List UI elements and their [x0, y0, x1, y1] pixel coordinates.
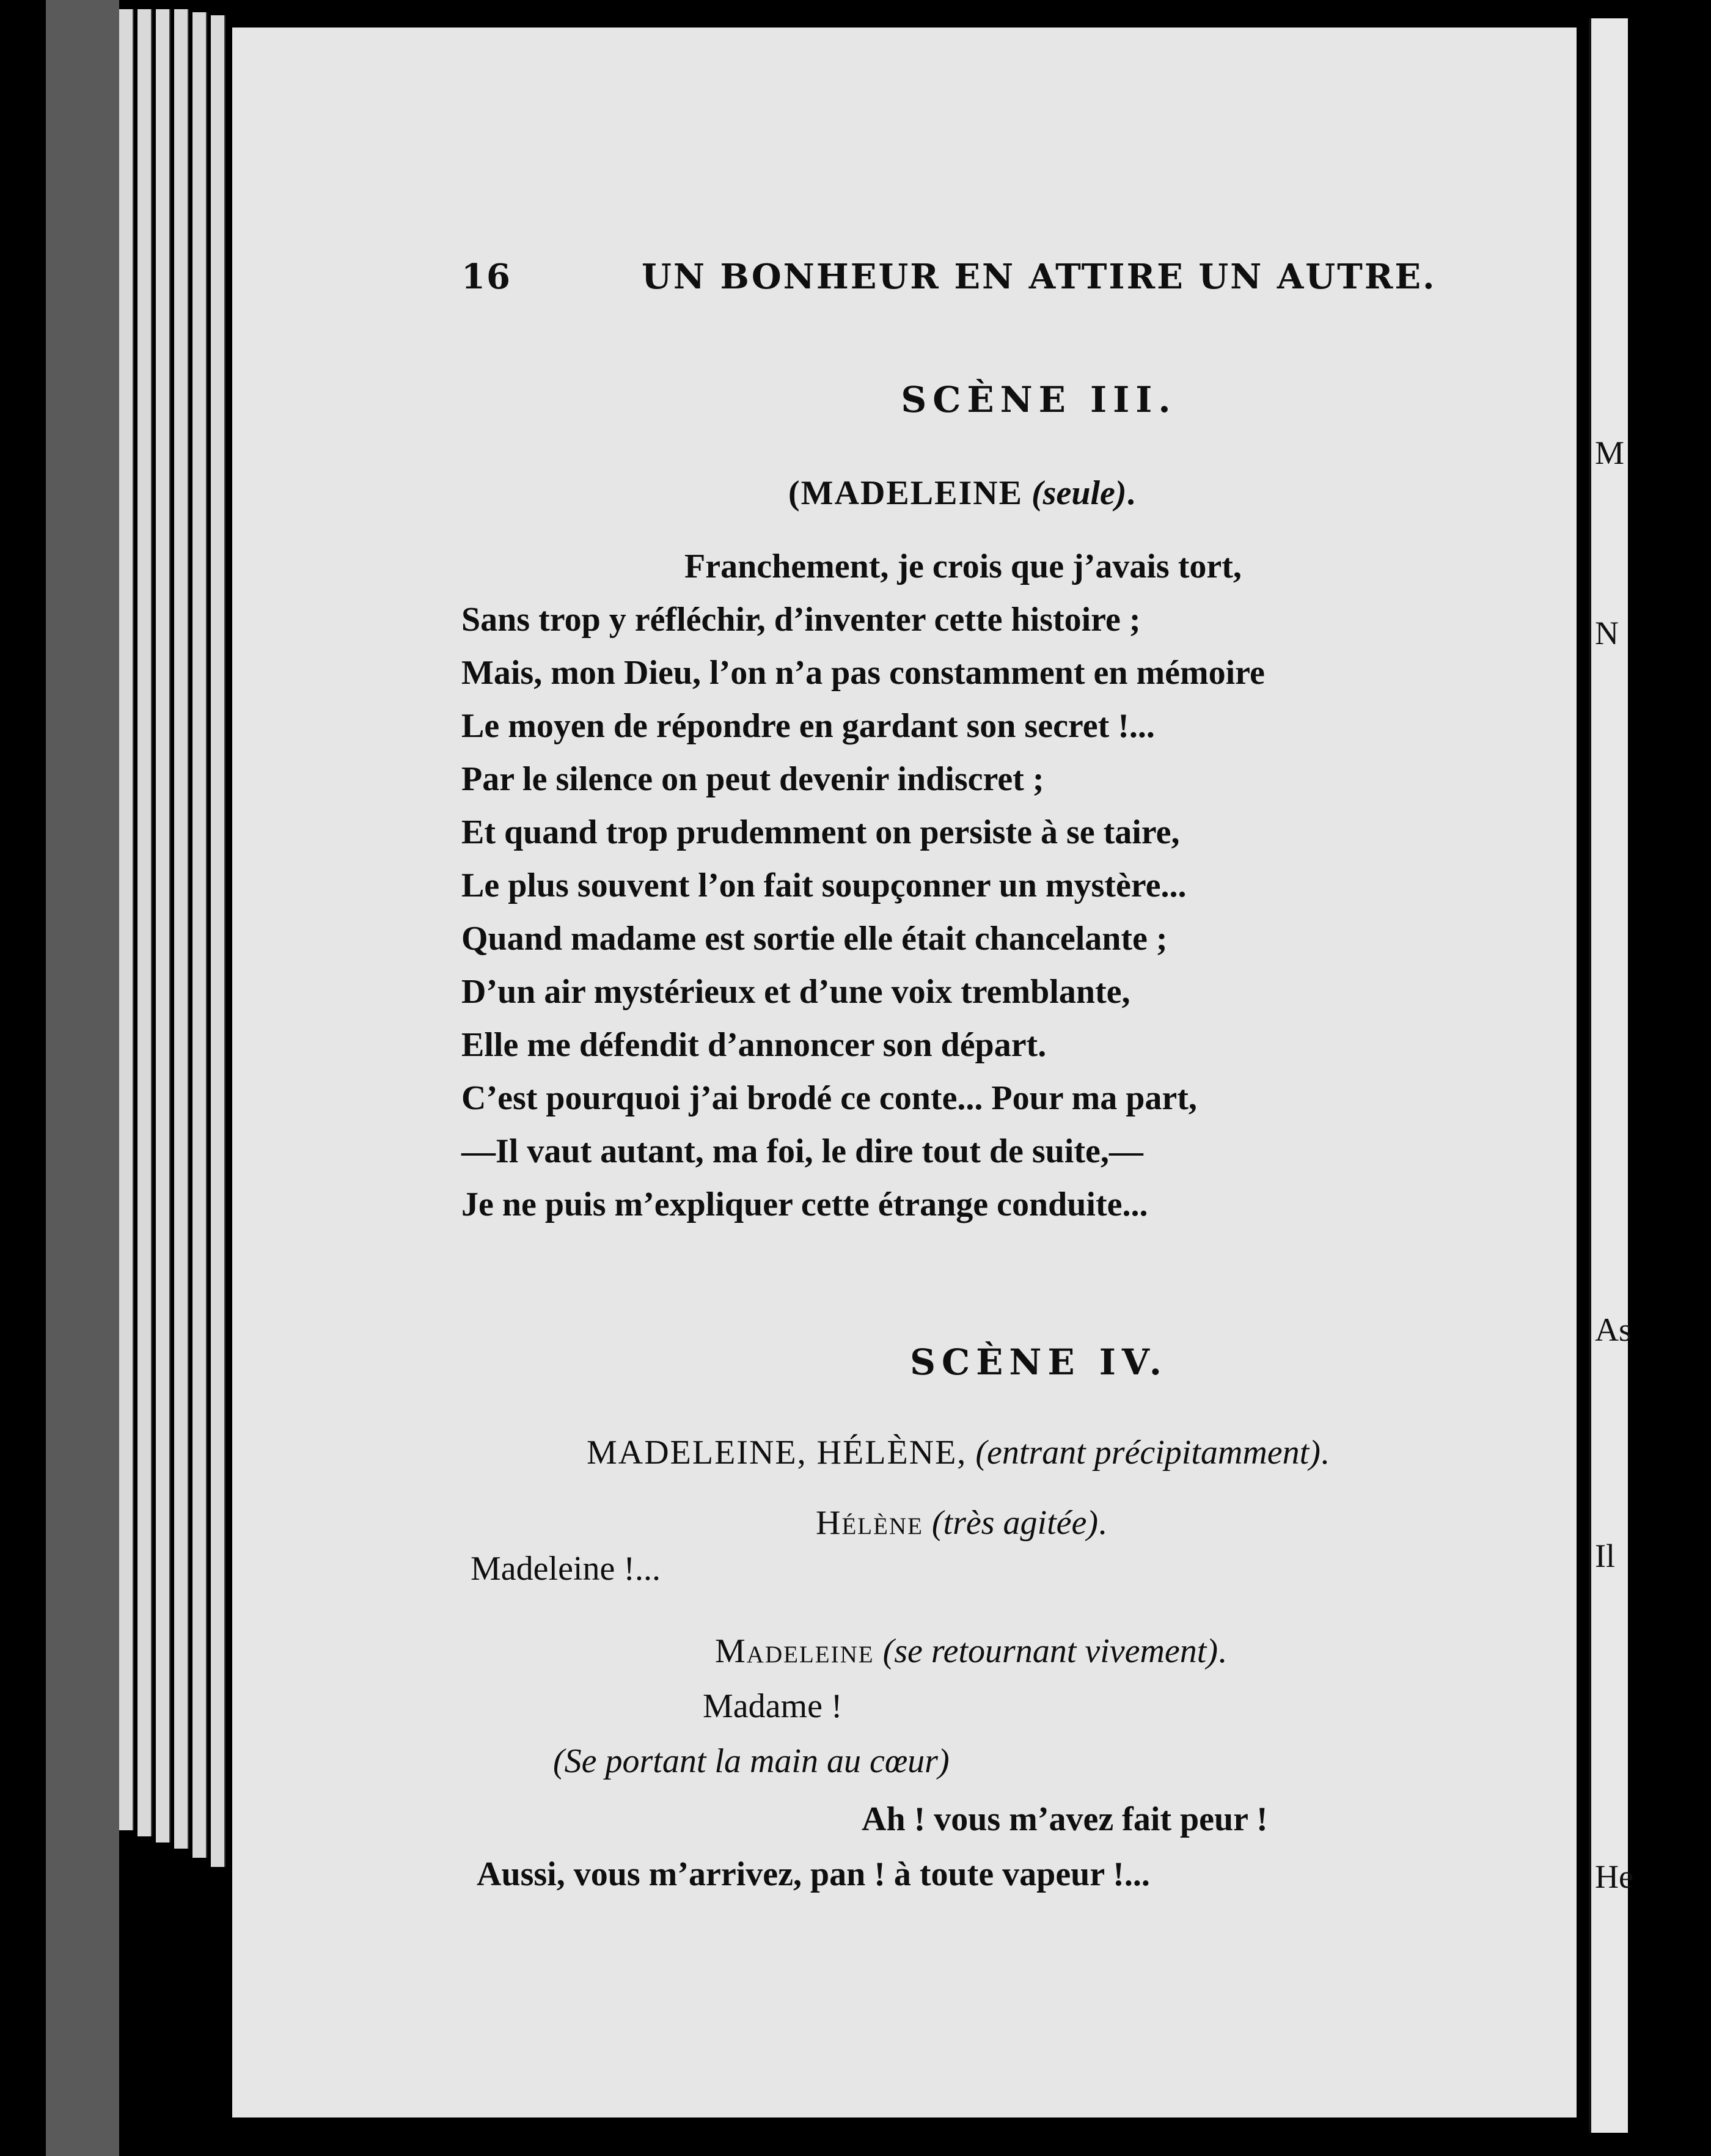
verse-line: Et quand trop prudemment on persiste à se taire, [461, 813, 1180, 851]
verse-line: D’un air mystérieux et d’une voix tremblante, [461, 973, 1130, 1011]
speaker-name: Hélène [816, 1504, 923, 1542]
verse-line: Madame ! [703, 1687, 843, 1725]
verse-line: Aussi, vous m’arrivez, pan ! à toute vapeur !... [477, 1855, 1150, 1893]
edge-fragment: N [1595, 615, 1619, 651]
punctuation: . [1320, 1434, 1329, 1472]
stage-direction: (entrant précipitamment) [975, 1434, 1321, 1472]
stage-direction: (très agitée) [931, 1504, 1099, 1542]
running-title: UN BONHEUR EN ATTIRE UN AUTRE. [642, 257, 1437, 297]
speaker-heading [715, 1632, 1226, 1671]
edge-fragment: He [1595, 1858, 1633, 1895]
verse-line: Quand madame est sortie elle était chancelante ; [461, 920, 1168, 958]
page-stack-edge [137, 9, 152, 1836]
verse-line: Le plus souvent l’on fait soupçonner un mystère... [461, 867, 1187, 904]
stage-direction: (se retournant vivement) [882, 1632, 1218, 1670]
scene-heading: SCÈNE IV. [910, 1341, 1168, 1383]
page-stack-edge [174, 9, 189, 1849]
verse-line: Franchement, je crois que j’avais tort, [684, 548, 1242, 585]
stage-direction: (seule) [1031, 474, 1127, 512]
facing-page-edge [1589, 18, 1633, 2133]
verse-line: Je ne puis m’expliquer cette étrange conduite... [461, 1186, 1148, 1223]
edge-fragment: As [1595, 1311, 1632, 1348]
stage-direction: (Se portant la main au cœur) [553, 1742, 950, 1780]
page-stack-edge [119, 9, 134, 1830]
edge-fragment: M [1595, 435, 1625, 471]
page-stack-edge [192, 12, 207, 1858]
speaker-name: Madeleine [715, 1632, 874, 1670]
edge-fragment: Il [1595, 1538, 1615, 1574]
page-stack-edge [156, 9, 170, 1843]
verse-line: Ah ! vous m’avez fait peur ! [862, 1800, 1268, 1838]
verse-line: Elle me défendit d’annoncer son départ. [461, 1026, 1047, 1064]
scene-heading: SCÈNE III. [901, 379, 1177, 420]
verse-line: Mais, mon Dieu, l’on n’a pas constamment en mémoire [461, 654, 1265, 692]
punctuation: . [1098, 1504, 1107, 1542]
character-names: MADELEINE, HÉLÈNE, [587, 1434, 967, 1472]
book-spine [46, 0, 119, 2156]
verse-line: —Il vaut autant, ma foi, le dire tout de suite,— [461, 1132, 1143, 1170]
speaker-heading [816, 1503, 1107, 1542]
character-name: (MADELEINE [788, 474, 1024, 512]
cast-list [587, 1433, 1329, 1472]
verse-line: Par le silence on peut devenir indiscret ; [461, 760, 1044, 798]
page-stack-edge [211, 15, 225, 1867]
cast-list [788, 474, 1135, 513]
page-number: 16 [461, 257, 511, 297]
verse-line: Madeleine !... [471, 1550, 661, 1588]
book-page [232, 28, 1577, 2118]
punctuation: . [1126, 474, 1135, 512]
punctuation: . [1217, 1632, 1226, 1670]
verse-line: C’est pourquoi j’ai brodé ce conte... Pour ma part, [461, 1079, 1197, 1117]
verse-line: Le moyen de répondre en gardant son secret !... [461, 707, 1155, 745]
verse-line: Sans trop y réfléchir, d’inventer cette histoire ; [461, 601, 1141, 639]
